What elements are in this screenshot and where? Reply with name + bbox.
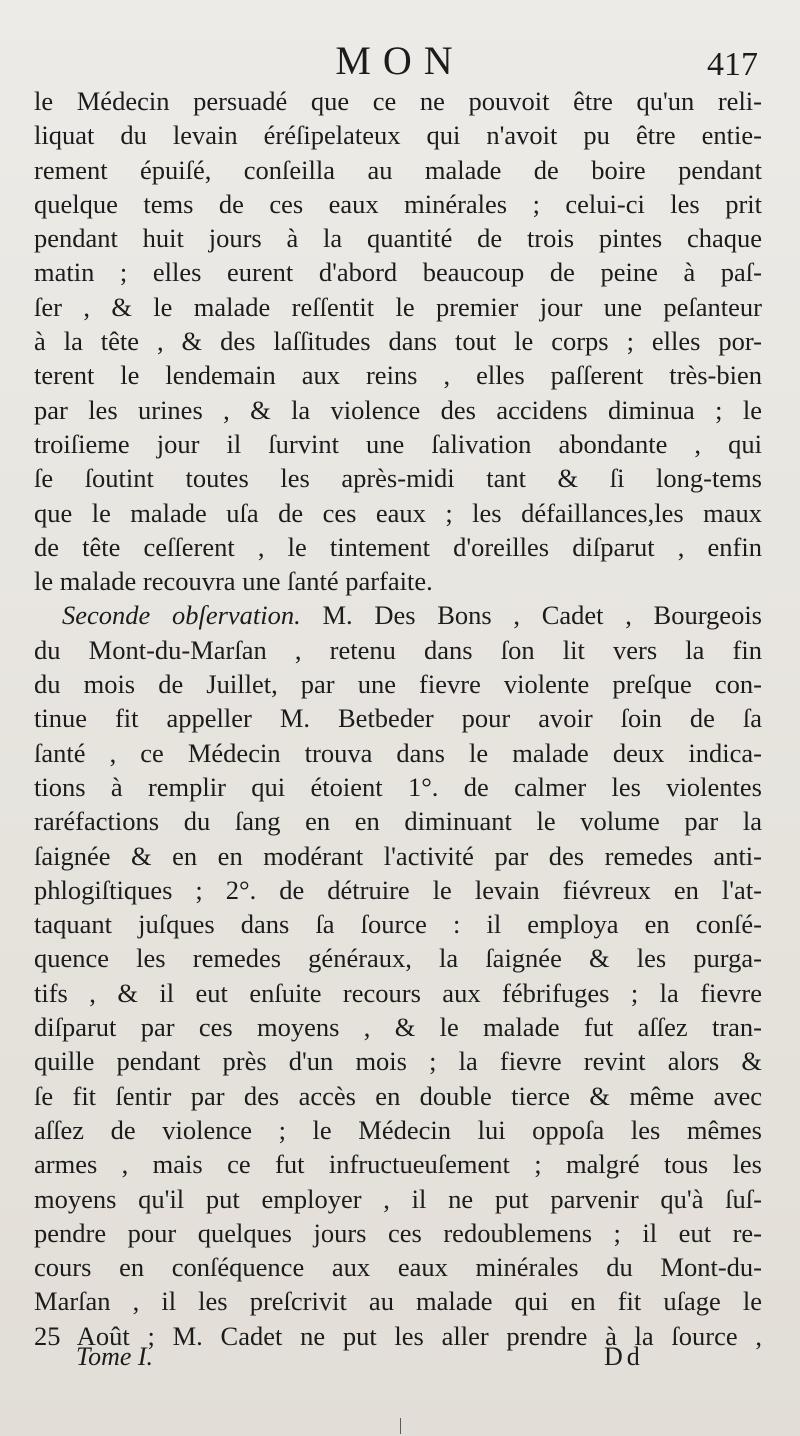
text-line: de tête ceſſerent , le tintement d'oreilles diſparut , enfin [34,531,762,562]
text-line: Seconde obſervation. M. Des Bons , Cadet , Bourgeois [62,600,762,631]
running-title: MON [335,38,465,83]
text-line: ſe fit ſentir par des accès en double tierce & même avec [34,1080,762,1111]
text-line: ſe ſoutint toutes les après-midi tant & ſi long-tems [34,463,762,494]
body-text [34,84,762,1353]
text-line: diſparut par ces moyens , & le malade fut aſſez tran- [34,1012,762,1043]
text-line: ſer , & le malade reſſentit le premier jour une peſanteur [34,291,762,322]
section-heading: Seconde obſervation. [62,600,301,631]
text-line: à la tête , & des laſſitudes dans tout le corps ; elles por- [34,326,762,357]
text-line: terent le lendemain aux reins , elles paſſerent très-bien [34,360,762,391]
page-number: 417 [707,46,758,83]
text-line: 25 Août ; M. Cadet ne put les aller prendre à la ſource , [34,1320,762,1351]
text-line: cours en conſéquence aux eaux minérales du Mont-du- [34,1252,762,1283]
text-line: que le malade uſa de ces eaux ; les défaillances,les maux [34,497,762,528]
text-line: armes , mais ce fut infructueuſement ; malgré tous les [34,1149,762,1180]
text-line: quille pendant près d'un mois ; la fievre revint alors & [34,1046,762,1077]
running-head [0,36,800,86]
text-line: Marſan , il les preſcrivit au malade qui en fit uſage le [34,1286,762,1317]
page-footer [0,1342,800,1382]
text-line: du Mont-du-Marſan , retenu dans ſon lit vers la fin [34,634,762,665]
text-line: ſanté , ce Médecin trouva dans le malade deux indica- [34,737,762,768]
text-line: du mois de Juillet, par une fievre violente preſque con- [34,669,762,700]
text-line: raréfactions du ſang en en diminuant le volume par la [34,806,762,837]
text-line: rement épuiſé, conſeilla au malade de boire pendant [34,154,762,185]
text-line: par les urines , & la violence des accidens diminua ; le [34,394,762,425]
text-line: aſſez de violence ; le Médecin lui oppoſa les mêmes [34,1114,762,1145]
text-line: phlogiſtiques ; 2°. de détruire le levain fiévreux en l'at- [34,874,762,905]
text-line: le malade recouvra une ſanté parfaite. [34,566,433,597]
text-line: quelque tems de ces eaux minérales ; celui-ci les prit [34,188,762,219]
gutter-mark [400,1418,401,1434]
text-line: tifs , & il eut enſuite recours aux fébrifuges ; la fievre [34,977,762,1008]
text-line: troiſieme jour il ſurvint une ſalivation abondante , qui [34,428,762,459]
text-line: pendant huit jours à la quantité de trois pintes chaque [34,223,762,254]
volume-label: Tome I. [76,1342,154,1371]
text-line: matin ; elles eurent d'abord beaucoup de peine à paſ- [34,257,762,288]
text-line: moyens qu'il put employer , il ne put parvenir qu'à ſuſ- [34,1183,762,1214]
signature-mark: Dd [604,1342,644,1371]
text-line: quence les remedes généraux, la ſaignée & les purga- [34,943,762,974]
text-line: tions à remplir qui étoient 1°. de calmer les violentes [34,771,762,802]
text-line: pendre pour quelques jours ces redoublemens ; il eut re- [34,1217,762,1248]
text-line: taquant juſques dans ſa ſource : il employa en conſé- [34,909,762,940]
text-line: ſaignée & en en modérant l'activité par des remedes anti- [34,840,762,871]
text-line: liquat du levain éréſipelateux qui n'avoit pu être entie- [34,120,762,151]
text-line: le Médecin persuadé que ce ne pouvoit être qu'un reli- [34,86,762,116]
text-line: tinue fit appeller M. Betbeder pour avoir ſoin de ſa [34,703,762,734]
